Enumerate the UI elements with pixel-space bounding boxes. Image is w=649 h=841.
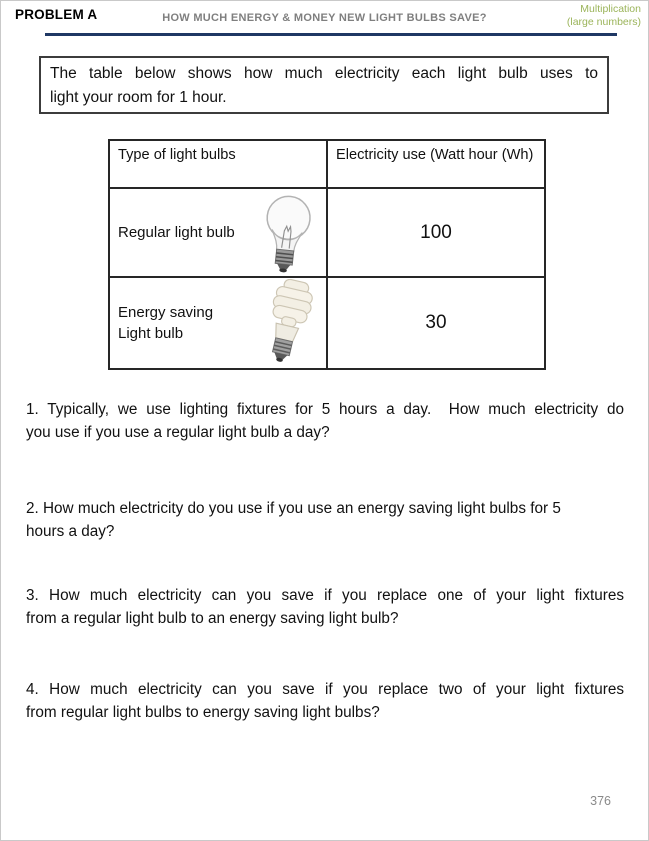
topic-label [567,3,641,29]
question-1-line-1: 1. Typically, we use lighting fixtures for 5 hours a day. How much electricity do [26,401,624,418]
topic-line-2: (large numbers) [566,16,641,28]
question-1-line-2: you use if you use a regular light bulb a day? [26,423,330,441]
cfl-bulb-image [260,279,316,367]
question-3-line-1: 3. How much electricity can you save if you replace one of your light fixtures [26,587,624,604]
column-header-type: Type of light bulbs [109,140,327,188]
column-header-electricity: Electricity use (Watt hour (Wh) [327,140,545,188]
energy-saving-bulb-label: Energy saving Light bulb [118,304,214,342]
topic-line-1: Multiplication [580,3,641,15]
question-2-line-1: 2. How much electricity do you use if you use an energy saving light bulbs for 5 [26,500,561,517]
table-row [109,277,545,369]
question-4-line-2: from regular light bulbs to energy saving light bulbs? [26,703,380,721]
energy-saving-bulb-value: 30 [327,277,545,369]
regular-bulb-value: 100 [327,188,545,277]
header-rule [45,33,617,36]
energy-saving-bulb-cell [109,277,327,369]
question-2-line-2: hours a day? [26,522,115,540]
table-header-row [109,140,545,188]
incandescent-bulb-image [258,193,316,273]
question-4-line-1: 4. How much electricity can you save if you replace two of your light fixtures [26,681,624,698]
page-number: 376 [590,794,611,808]
regular-bulb-label: Regular light bulb [118,224,235,241]
question-2 [26,498,624,543]
bulb-table [108,139,546,370]
question-3-line-2: from a regular light bulb to an energy saving light bulb? [26,609,399,627]
page-title: HOW MUCH ENERGY & MONEY NEW LIGHT BULBS SAVE? [162,12,487,24]
intro-line-2: light your room for 1 hour. [50,89,227,106]
intro-line-1: The table below shows how much electricity each light bulb uses to [50,65,598,82]
intro-box [39,56,609,114]
question-1 [26,399,624,444]
question-4 [26,679,624,724]
regular-bulb-cell [109,188,327,277]
question-3 [26,585,624,630]
problem-label: PROBLEM A [15,7,98,22]
table-row [109,188,545,277]
